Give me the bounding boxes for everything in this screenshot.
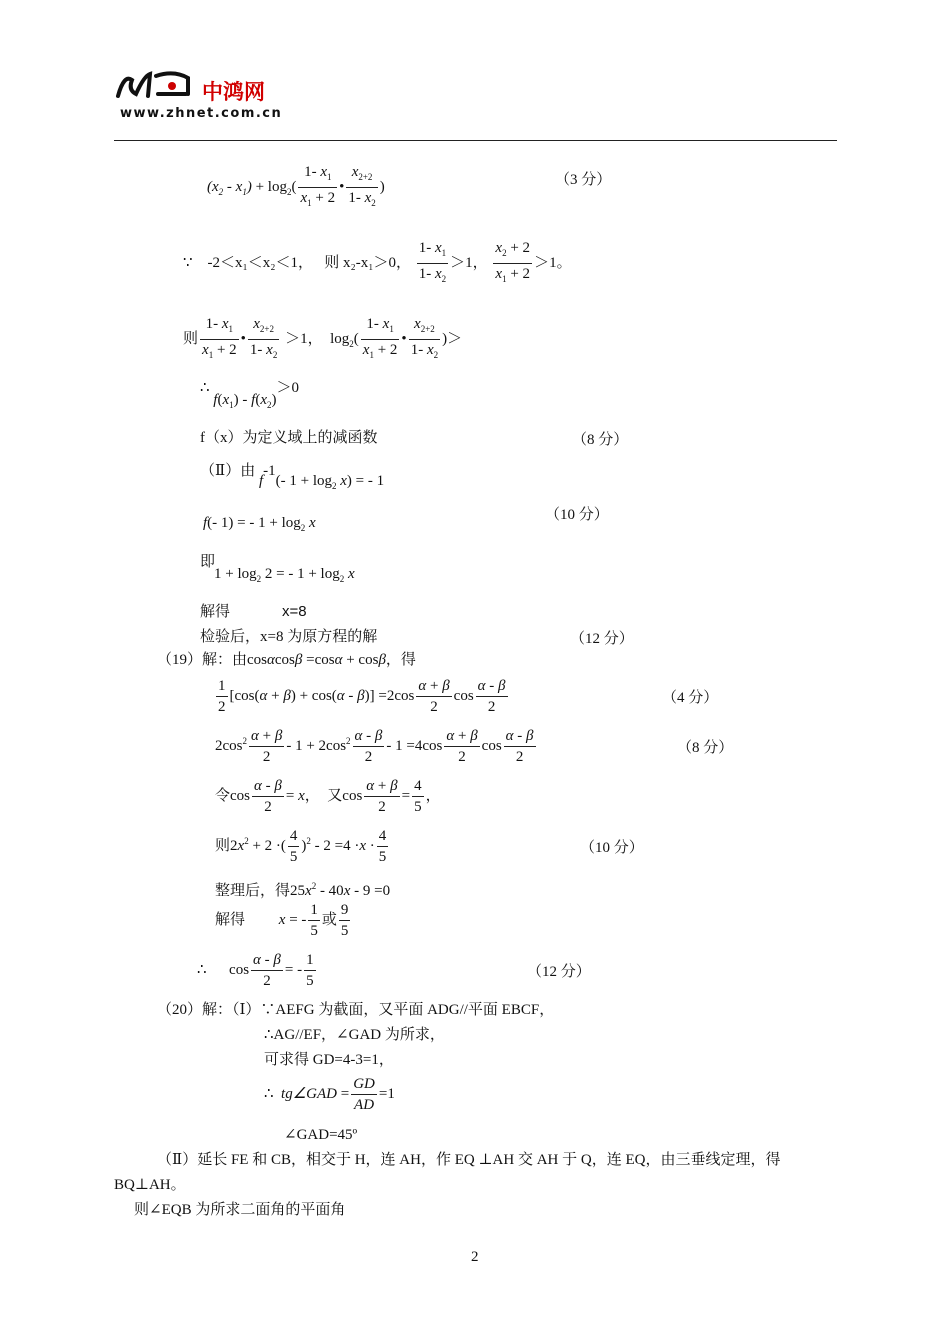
eq-line-1: $(x_2 - x_1) + \log_2$( $\frac{1- x_1}{x_1 + 2}$ • $\frac{x_{2+2}}{1- x_2}$ ) <box>207 164 385 208</box>
q20-line3: 可求得 GD=4-3=1， <box>264 1052 394 1068</box>
solve-value: x=8 <box>282 603 307 620</box>
gt1-c: ＞1， <box>285 330 323 347</box>
part2-label: （Ⅱ）由 <box>200 463 256 479</box>
arrange-label: 整理后，得 <box>215 883 291 899</box>
score-8: （8 分） <box>572 432 629 448</box>
score-10: （10 分） <box>545 507 609 523</box>
then-label-2: 则 <box>215 837 231 854</box>
because-symbol: ∵ <box>183 254 193 271</box>
diff-text: 则 x₂-x₁＞0， <box>324 254 411 271</box>
header-logo <box>114 66 284 126</box>
eq-line-8: 即 $1 + \log_2 2$ = - $1 + \log_2 x$ <box>200 554 355 584</box>
q20-label: （20）解：（Ⅰ）∵AEFG 为截面，又平面 ADG//平面 EBCF， <box>157 1002 555 1018</box>
score-4: （4 分） <box>662 690 719 706</box>
zhnet-logo-icon <box>114 66 194 104</box>
q19-eq5: 整理后，得$25x^2 - 40x - 9 =0$ <box>215 881 391 899</box>
therefore-2: ∴ <box>197 961 207 978</box>
eq-line-4: ∴ $f(x_1) - f(x_2)>0$ <box>200 380 299 410</box>
q19-eq1: $\frac{1}{2}$ [cos(α + β) + cos(α - β)] =2cos $\frac{\alpha + \beta}{2}$ cos $\frac{\alpha - \beta}{2}$ <box>218 678 506 715</box>
page-number: 2 <box>471 1249 479 1265</box>
q20-last: 则∠EQB 为所求二面角的平面角 <box>134 1202 346 1218</box>
also-label: ， 又 <box>304 787 343 804</box>
q20-line2: ∴AG//EF，∠GAD 为所求， <box>264 1027 445 1043</box>
header-rule <box>114 140 837 141</box>
or-label: 或 <box>321 911 337 928</box>
gt1-b: ＞1。 <box>534 254 572 271</box>
score-12b: （12 分） <box>527 964 591 980</box>
gt1-a: ＞1， <box>450 254 488 271</box>
let-label: 令 <box>215 787 231 804</box>
q20-angle: ∠GAD=45º <box>284 1127 358 1143</box>
score-12a: （12 分） <box>570 631 634 647</box>
q19-eq4: 则$2x^2 + 2$ ·( $\frac{4}{5}$ )$^2$ - 2 =4 ·x · $\frac{4}{5}$ <box>215 828 387 865</box>
q19-eq7: ∴ cos $\frac{\alpha - \beta}{2}$ = - $\frac{1}{5}$ <box>197 952 314 989</box>
decreasing-statement: f（x）为定义域上的减函数 <box>200 430 378 446</box>
q20-tan: ∴ tg∠GAD = $\frac{GD}{AD}$ =1 <box>264 1076 395 1113</box>
gt-sign: ＞ <box>447 330 463 347</box>
q20-part2: （Ⅱ）延长 FE 和 CB，相交于 H，连 AH，作 EQ ⊥AH 交 AH 于 Q，连 EQ，由三垂线定理，得 <box>157 1152 781 1168</box>
ie-label: 即 <box>200 554 216 570</box>
score-10b: （10 分） <box>580 840 644 856</box>
q19-eq2: $2\cos^2$ $\frac{\alpha + \beta}{2}$ - $1 + 2\cos^2$ $\frac{\alpha - \beta}{2}$ - 1 =4cos $\frac{\alpha + \beta}{2}$ cos $\frac{\alpha - \beta}{2}$ <box>215 728 534 765</box>
logo-url: www.zhnet.com.cn <box>120 106 283 121</box>
eq-line-2: ∵ -2＜x₁＜x₂＜1， 则 x₂-x₁＞0， $\frac{1- x_1}{1- x_2}$ ＞1， $\frac{x_2 + 2}{x_1 + 2}$ ＞1。 <box>183 240 572 284</box>
score-3: （3 分） <box>555 172 612 188</box>
q19-eq3: 令cos $\frac{\alpha - \beta}{2}$ = x， 又cos $\frac{\alpha + \beta}{2}$ = $\frac{4}{5}$ ， <box>215 778 441 815</box>
therefore-symbol: ∴ <box>200 380 210 396</box>
solve-label-2: 解得 <box>215 911 246 928</box>
eq-line-7: f(- 1) = - $1 + \log_2 x$ <box>203 515 316 533</box>
q20-part2-cont: BQ⊥AH。 <box>114 1177 186 1193</box>
eq-line-6: （Ⅱ）由 $f^{-1}(-$ $1 + \log_2 x$) = - 1 <box>200 463 385 491</box>
score-8b: （8 分） <box>677 740 734 756</box>
therefore-3: ∴ <box>264 1085 274 1102</box>
verify-text: 检验后，x=8 为原方程的解 <box>200 629 378 645</box>
then-label: 则 <box>183 330 199 347</box>
q19-label: （19）解：由 <box>157 652 248 668</box>
q19-header: （19）解：由cosαcosβ =cosα + cosβ，得 <box>157 652 416 668</box>
q19-eq6: 解得 x = - $\frac{1}{5}$ 或 $\frac{9}{5}$ <box>215 902 349 939</box>
eq-line-3: 则 $\frac{1- x_1}{x_1 + 2}$ • $\frac{x_{2+2}}{1- x_2}$ ＞1， $\log_2$( $\frac{1- x_1}{x_1 + 2}$ • $\frac{x_{2+2}}{1- x_2}$ )＞ <box>183 316 463 360</box>
q19-tail: ，得 <box>385 652 416 668</box>
range-text: -2＜x₁＜x₂＜1， <box>207 254 314 271</box>
solve-label: 解得 <box>200 604 231 620</box>
gt0: ＞0 <box>276 380 299 396</box>
logo-chinese: 中鸿网 <box>202 80 265 104</box>
